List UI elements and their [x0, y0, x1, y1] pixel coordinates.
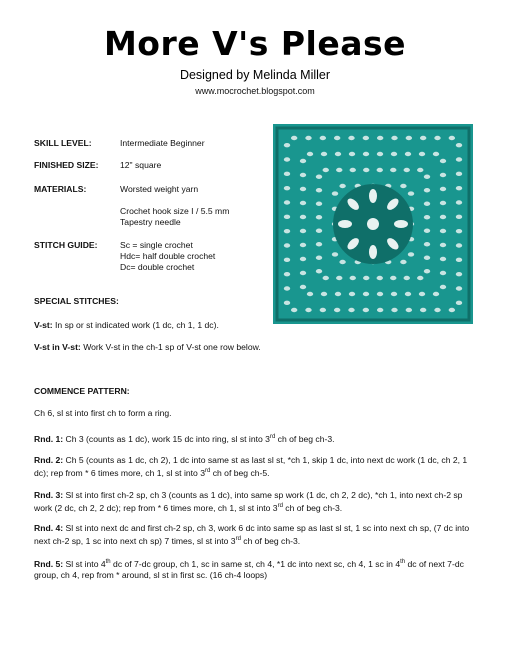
stitch-hole	[335, 152, 341, 156]
round-2-end: ch of beg ch-5.	[210, 467, 270, 478]
stitch-hole	[434, 136, 440, 140]
crochet-square-photo	[273, 124, 473, 324]
stitch-hole	[391, 136, 397, 140]
stitch-hole	[417, 276, 423, 280]
stitch-hole	[406, 308, 412, 312]
stitch-hole	[350, 168, 356, 172]
flower-petal-gap	[394, 220, 408, 228]
stitch-hole	[377, 276, 383, 280]
stitch-hole	[334, 136, 340, 140]
stitch-hole	[390, 168, 396, 172]
stitch-hole	[363, 168, 369, 172]
stitch-hole	[417, 168, 423, 172]
vst-in-vst-label: V-st in V-st:	[34, 342, 81, 352]
round-4-label: Rnd. 4:	[34, 523, 64, 533]
stitch-hole	[321, 292, 327, 296]
stitch-hole	[284, 157, 290, 161]
stitch-hole	[339, 184, 345, 188]
stitch-hole	[391, 292, 397, 296]
stitch-hole	[363, 152, 369, 156]
stitch-hole	[300, 187, 306, 191]
stitch-hole	[424, 215, 430, 219]
round-4-text: Sl st into next dc and first ch-2 sp, ch 3, work 6 dc into same sp as last sl st, 1 sc into next ch sp, (7 dc into next ch-2 sp, 1 sc into next ch sp) 7 times, sl st into 3	[34, 523, 470, 546]
stitch-hole	[305, 136, 311, 140]
stitch-hole	[440, 285, 446, 289]
round-3-end: ch of beg ch-3.	[282, 502, 343, 513]
stitch-hole	[336, 276, 342, 280]
round-1-text: Ch 3 (counts as 1 dc), work 15 dc into ring, sl st into 3	[65, 433, 270, 444]
stitch-hole	[349, 292, 355, 296]
materials-needle: Tapestry needle	[120, 217, 181, 227]
stitch-hole	[424, 202, 430, 206]
vst-definition	[34, 320, 474, 331]
round-3-label: Rnd. 3:	[34, 490, 64, 500]
stitch-hole	[350, 276, 356, 280]
stitch-hole	[332, 252, 338, 256]
stitch-hole	[336, 168, 342, 172]
round-3-text: Sl st into first ch-2 sp, ch 3 (counts as 1 dc), into same sp work (1 dc, ch 2, 2 dc), *ch 1, into next ch-2 sp work (2 dc, ch 2, 2 dc); rep from * 6 times more, ch 1, sl st into 3	[34, 490, 463, 513]
round-5-sup-1: th	[105, 559, 111, 565]
stitch-hole	[363, 136, 369, 140]
stitch-hole	[377, 152, 383, 156]
stitch-hole	[284, 258, 290, 262]
round-4-end: ch of beg ch-3.	[240, 535, 301, 546]
stitch-hole	[440, 243, 446, 247]
special-stitches-heading: SPECIAL STITCHES:	[34, 296, 119, 306]
stitch-hole	[284, 229, 290, 233]
stitch-hole	[391, 152, 397, 156]
round-4	[34, 523, 474, 547]
stitch-hole	[424, 229, 430, 233]
stitch-hole	[363, 276, 369, 280]
round-5-text-b: dc of 7-dc group, ch 1, sc in same st, ch 4, *1 dc into next sc, ch 4, 1 sc in 4	[110, 558, 401, 569]
crochet-square-image	[273, 124, 473, 324]
stitch-hole	[300, 159, 306, 163]
stitch-hole	[284, 243, 290, 247]
round-2	[34, 455, 474, 479]
stitch-hole	[321, 152, 327, 156]
stitch-hole	[456, 186, 462, 190]
stitch-hole	[404, 276, 410, 280]
stitch-hole	[391, 308, 397, 312]
stitch-hole	[377, 308, 383, 312]
vst-in-vst-text: Work V-st in the ch-1 sp of V-st one row below.	[83, 342, 261, 352]
stitch-hole	[408, 191, 414, 195]
pattern-intro: Ch 6, sl st into first ch to form a ring.	[34, 408, 172, 418]
round-5-text-a: Sl st into 4	[65, 558, 106, 569]
pattern-title: More V's Please	[103, 24, 407, 63]
stitch-hole	[284, 200, 290, 204]
stitch-hole	[300, 243, 306, 247]
stitch-hole	[400, 260, 406, 264]
skill-level-label: SKILL LEVEL:	[34, 138, 92, 148]
stitch-hole	[420, 136, 426, 140]
stitch-guide-sc: Sc = single crochet	[120, 240, 193, 250]
stitch-hole	[405, 292, 411, 296]
stitch-hole	[349, 152, 355, 156]
stitch-hole	[307, 152, 313, 156]
finished-size-value: 12" square	[120, 160, 162, 170]
stitch-hole	[419, 152, 425, 156]
stitch-hole	[405, 152, 411, 156]
stitch-guide-label: STITCH GUIDE:	[34, 240, 98, 250]
stitch-hole	[456, 229, 462, 233]
round-1-end: ch of beg ch-3.	[275, 433, 335, 444]
stitch-hole	[316, 256, 322, 260]
stitch-hole	[424, 256, 430, 260]
stitch-hole	[363, 308, 369, 312]
round-2-label: Rnd. 2:	[34, 455, 64, 465]
stitch-hole	[316, 215, 322, 219]
stitch-guide-dc: Dc= double crochet	[120, 262, 195, 272]
flower-petal-gap	[369, 189, 377, 203]
stitch-hole	[291, 308, 297, 312]
materials-yarn: Worsted weight yarn	[120, 184, 199, 194]
stitch-hole	[377, 136, 383, 140]
stitch-hole	[449, 136, 455, 140]
website-link[interactable]: www.mocrochet.blogspot.com	[195, 86, 315, 96]
round-2-text: Ch 5 (counts as 1 dc, ch 2), 1 dc into same st as last sl st, *ch 1, skip 1 dc, into next dc work (1 dc, ch 2, 1 dc); rep from * 6 times more, ch 1, sl st into 3	[34, 455, 468, 478]
stitch-hole	[316, 269, 322, 273]
stitch-hole	[433, 152, 439, 156]
materials-label: MATERIALS:	[34, 184, 87, 194]
stitch-hole	[456, 143, 462, 147]
stitch-hole	[291, 136, 297, 140]
stitch-hole	[456, 272, 462, 276]
stitch-hole	[284, 215, 290, 219]
stitch-hole	[456, 200, 462, 204]
stitch-hole	[284, 301, 290, 305]
round-5-sup-2: th	[400, 559, 406, 565]
stitch-hole	[440, 173, 446, 177]
stitch-hole	[300, 271, 306, 275]
stitch-hole	[320, 136, 326, 140]
stitch-hole	[424, 188, 430, 192]
stitch-hole	[408, 252, 414, 256]
stitch-hole	[424, 269, 430, 273]
finished-size-label: FINISHED SIZE:	[34, 160, 99, 170]
stitch-hole	[335, 292, 341, 296]
round-3	[34, 490, 474, 514]
flower-center-hole	[367, 218, 379, 230]
stitch-hole	[440, 229, 446, 233]
round-1-label: Rnd. 1:	[34, 433, 64, 444]
stitch-guide-hdc: Hdc= half double crochet	[120, 251, 216, 261]
stitch-hole	[320, 308, 326, 312]
stitch-hole	[323, 276, 329, 280]
vst-text: In sp or st indicated work (1 dc, ch 1, 1 dc).	[55, 320, 219, 330]
stitch-hole	[300, 173, 306, 177]
stitch-hole	[440, 159, 446, 163]
stitch-hole	[440, 257, 446, 261]
stitch-hole	[300, 257, 306, 261]
round-3-sup: rd	[277, 503, 283, 509]
stitch-hole	[420, 308, 426, 312]
stitch-hole	[440, 201, 446, 205]
stitch-hole	[348, 136, 354, 140]
stitch-hole	[400, 184, 406, 188]
stitch-hole	[339, 260, 345, 264]
stitch-hole	[424, 175, 430, 179]
round-1	[34, 432, 474, 445]
flower-petal-gap	[338, 220, 352, 228]
stitch-hole	[433, 292, 439, 296]
commence-pattern-heading: COMMENCE PATTERN:	[34, 386, 130, 396]
stitch-hole	[300, 201, 306, 205]
round-5-label: Rnd. 5:	[34, 558, 64, 569]
stitch-hole	[305, 308, 311, 312]
stitch-hole	[307, 292, 313, 296]
stitch-hole	[456, 301, 462, 305]
stitch-hole	[456, 258, 462, 262]
stitch-hole	[377, 168, 383, 172]
stitch-hole	[316, 188, 322, 192]
stitch-hole	[284, 272, 290, 276]
vst-in-vst-definition	[34, 342, 474, 353]
skill-level-value: Intermediate Beginner	[120, 138, 205, 148]
stitch-hole	[449, 308, 455, 312]
stitch-hole	[300, 215, 306, 219]
stitch-hole	[404, 168, 410, 172]
stitch-hole	[440, 187, 446, 191]
stitch-hole	[284, 286, 290, 290]
stitch-hole	[316, 242, 322, 246]
stitch-hole	[316, 202, 322, 206]
round-5-text-c: dc of next 7-dc group, ch 4, rep from * around, sl st in first sc. (16 ch-4 loops)	[34, 558, 464, 580]
stitch-hole	[390, 276, 396, 280]
stitch-hole	[363, 292, 369, 296]
stitch-hole	[419, 292, 425, 296]
round-1-sup: rd	[269, 434, 276, 440]
stitch-hole	[300, 229, 306, 233]
stitch-hole	[348, 308, 354, 312]
stitch-hole	[377, 292, 383, 296]
stitch-hole	[440, 215, 446, 219]
stitch-hole	[334, 308, 340, 312]
stitch-hole	[456, 172, 462, 176]
stitch-hole	[456, 157, 462, 161]
stitch-hole	[440, 271, 446, 275]
stitch-hole	[284, 143, 290, 147]
stitch-hole	[424, 242, 430, 246]
stitch-hole	[323, 168, 329, 172]
stitch-hole	[316, 175, 322, 179]
stitch-hole	[284, 172, 290, 176]
materials-hook: Crochet hook size I / 5.5 mm	[120, 206, 230, 216]
stitch-hole	[406, 136, 412, 140]
vst-label: V-st:	[34, 320, 53, 330]
stitch-hole	[456, 286, 462, 290]
designer-credit: Designed by Melinda Miller	[179, 68, 331, 82]
round-5	[34, 557, 474, 581]
stitch-hole	[434, 308, 440, 312]
stitch-hole	[332, 191, 338, 195]
stitch-hole	[316, 229, 322, 233]
stitch-hole	[300, 285, 306, 289]
round-4-sup: rd	[235, 536, 241, 542]
stitch-hole	[284, 186, 290, 190]
round-2-sup: rd	[204, 468, 211, 474]
stitch-hole	[456, 215, 462, 219]
stitch-hole	[456, 243, 462, 247]
flower-petal-gap	[369, 245, 377, 259]
